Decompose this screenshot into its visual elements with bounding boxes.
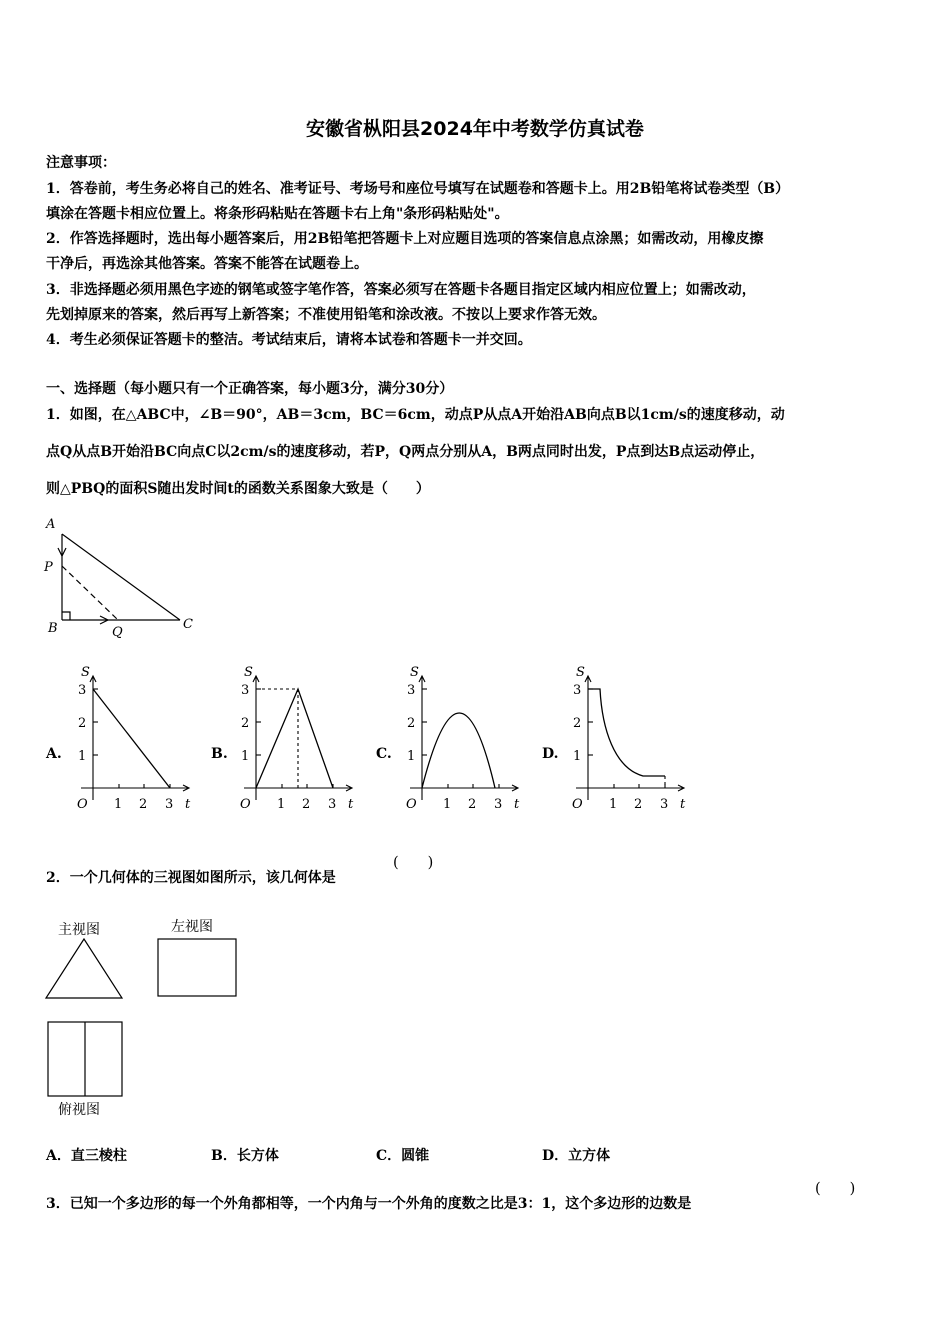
label-b: B [48, 621, 58, 636]
y-tick: 2 [241, 716, 250, 731]
y-tick: 3 [78, 683, 87, 698]
top-view-label: 俯视图 [58, 1102, 100, 1118]
graph-curve [588, 689, 665, 776]
question-1-line: 点Q从点B开始沿BC向点C以2cm/s的速度移动，若P，Q两点分别从A，B两点同时出发，P点到达B点运动停止， [46, 444, 765, 460]
y-axis-label: S [244, 665, 253, 680]
notice-line: 填涂在答题卡相应位置上。将条形码粘贴在答题卡右上角"条形码粘贴处"。 [46, 206, 509, 222]
option-b-label: B. [211, 746, 228, 762]
origin-label: O [406, 797, 417, 812]
graph-curve [256, 689, 333, 788]
question-3-paren: ( ) [815, 1181, 856, 1197]
notice-line: 先划掉原来的答案，然后再写上新答案；不准使用铅笔和涂改液。不按以上要求作答无效。 [46, 307, 606, 323]
y-tick: 2 [78, 716, 87, 731]
x-tick: 1 [114, 797, 123, 812]
question-2-option-d: D．立方体 [542, 1148, 611, 1164]
graph-option-b [240, 665, 354, 812]
side-ac [62, 534, 180, 620]
x-tick: 3 [165, 797, 174, 812]
right-angle-mark [62, 612, 70, 620]
notice-line: 干净后，再选涂其他答案。答案不能答在试题卷上。 [46, 256, 368, 272]
y-tick: 2 [407, 716, 416, 731]
x-axis-label: t [680, 797, 686, 812]
page-title: 安徽省枞阳县2024年中考数学仿真试卷 [306, 118, 644, 140]
x-tick: 2 [634, 797, 643, 812]
option-a-label: A. [46, 746, 62, 762]
y-axis-label: S [410, 665, 419, 680]
x-tick: 1 [609, 797, 618, 812]
y-tick: 1 [407, 749, 416, 764]
section-heading: 一、选择题（每小题只有一个正确答案，每小题3分，满分30分） [46, 381, 454, 397]
graph-curve [422, 713, 495, 788]
option-c-label: C. [376, 746, 392, 762]
x-axis-label: t [185, 797, 191, 812]
y-axis-label: S [576, 665, 585, 680]
notice-line: 4．考生必须保证答题卡的整洁。考试结束后，请将本试卷和答题卡一并交回。 [46, 332, 532, 348]
question-3-text: 3．已知一个多边形的每一个外角都相等，一个内角与一个外角的度数之比是3：1，这个多边形的边数是 [46, 1196, 692, 1212]
question-1-line: 则△PBQ的面积S随出发时间t的函数关系图象大致是（ ） [46, 481, 430, 497]
y-tick: 3 [573, 683, 582, 698]
x-axis-label: t [514, 797, 520, 812]
origin-label: O [240, 797, 251, 812]
label-p: P [44, 560, 53, 575]
x-axis-label: t [348, 797, 354, 812]
label-a: A [46, 517, 56, 532]
y-axis-label: S [81, 665, 90, 680]
graph-option-d [572, 665, 686, 812]
y-tick: 3 [241, 683, 250, 698]
y-tick: 1 [241, 749, 250, 764]
question-2-text: 2．一个几何体的三视图如图所示，该几何体是 [46, 870, 336, 886]
left-view-label: 左视图 [171, 919, 213, 935]
y-tick: 3 [407, 683, 416, 698]
y-tick: 1 [78, 749, 87, 764]
x-tick: 2 [139, 797, 148, 812]
x-tick: 2 [468, 797, 477, 812]
label-c: C [183, 617, 193, 632]
label-q: Q [112, 625, 123, 640]
question-2-option-a: A．直三棱柱 [46, 1148, 127, 1164]
notice-line: 1．答卷前，考生务必将自己的姓名、准考证号、考场号和座位号填写在试题卷和答题卡上。用2B铅笔将试卷类型（B） [46, 181, 790, 197]
question-2-option-b: B．长方体 [211, 1148, 279, 1164]
graph-option-c [406, 665, 520, 812]
left-view-rectangle [158, 939, 236, 996]
graph-curve [93, 689, 170, 788]
origin-label: O [77, 797, 88, 812]
x-tick: 3 [660, 797, 669, 812]
notice-line: 2．作答选择题时，选出每小题答案后，用2B铅笔把答题卡上对应题目选项的答案信息点涂黑；如需改动，用橡皮擦 [46, 231, 764, 247]
x-tick: 3 [328, 797, 337, 812]
question-2-option-c: C．圆锥 [376, 1148, 430, 1164]
y-tick: 1 [573, 749, 582, 764]
notice-heading: 注意事项： [46, 155, 116, 171]
origin-label: O [572, 797, 583, 812]
x-tick: 3 [494, 797, 503, 812]
y-tick: 2 [573, 716, 582, 731]
x-tick: 2 [302, 797, 311, 812]
option-d-label: D. [542, 746, 559, 762]
front-view-label: 主视图 [58, 922, 100, 938]
graph-option-a [77, 665, 191, 812]
x-tick: 1 [277, 797, 286, 812]
front-view-triangle [46, 939, 122, 998]
question-1-line: 1．如图，在△ABC中，∠B＝90°，AB＝3cm，BC＝6cm，动点P从点A开始沿AB向点B以1cm/s的速度移动，动 [46, 407, 785, 423]
notice-line: 3．非选择题必须用黑色字迹的钢笔或签字笔作答，答案必须写在答题卡各题目指定区域内相应位置上；如需改动， [46, 282, 756, 298]
question-2-paren: ( ) [393, 855, 434, 871]
x-tick: 1 [443, 797, 452, 812]
